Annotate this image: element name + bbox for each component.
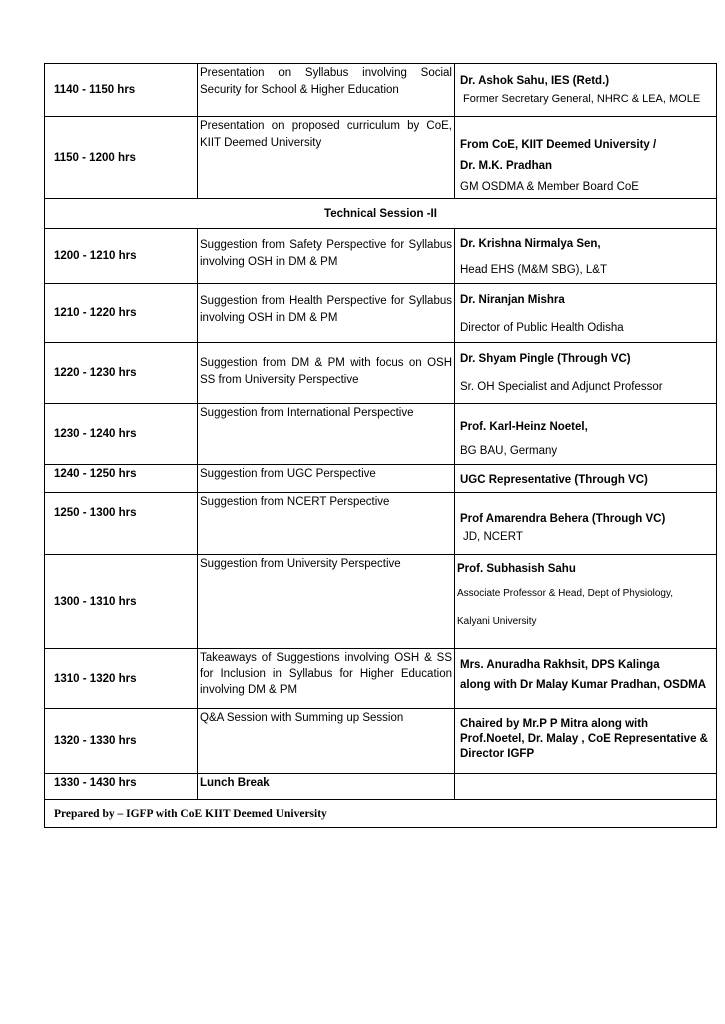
speaker-cell (455, 465, 717, 493)
footer-note: Prepared by – IGFP with CoE KIIT Deemed University (45, 800, 717, 828)
speaker-cell (455, 774, 717, 800)
topic-cell: Presentation on proposed curriculum by CoE, KIIT Deemed University (198, 117, 455, 199)
speaker-name: Prof. Subhasish Sahu (457, 563, 576, 575)
table-row (45, 64, 717, 117)
topic-cell: Suggestion from UGC Perspective (198, 465, 455, 493)
speaker-cell (455, 555, 717, 649)
time-cell: 1310 - 1320 hrs (45, 649, 198, 709)
time-cell: 1250 - 1300 hrs (45, 493, 198, 555)
time-cell: 1330 - 1430 hrs (45, 774, 198, 800)
time-cell: 1140 - 1150 hrs (45, 64, 198, 117)
speaker-name: Dr. Shyam Pingle (Through VC) (460, 353, 631, 365)
speaker-role: Associate Professor & Head, Dept of Physiology, (457, 588, 674, 599)
speaker-name: Chaired by Mr.P P Mitra along with Prof.Noetel, Dr. Malay , CoE Representative & Director IGFP (460, 718, 708, 760)
time-cell: 1320 - 1330 hrs (45, 709, 198, 774)
speaker-role: GM OSDMA & Member Board CoE (460, 181, 639, 193)
time-cell: 1150 - 1200 hrs (45, 117, 198, 199)
speaker-name: Dr. Ashok Sahu, IES (Retd.) (460, 75, 610, 87)
speaker-cell (455, 709, 717, 774)
speaker-cell (455, 229, 717, 284)
time-cell: 1220 - 1230 hrs (45, 343, 198, 404)
speaker-name: From CoE, KIIT Deemed University / (460, 139, 657, 151)
table-row (45, 117, 717, 199)
topic-cell: Suggestion from University Perspective (198, 555, 455, 649)
topic-cell: Q&A Session with Summing up Session (198, 709, 455, 774)
table-row (45, 774, 717, 800)
speaker-role: Sr. OH Specialist and Adjunct Professor (460, 381, 663, 393)
topic-cell: Takeaways of Suggestions involving OSH & SS for Inclusion in Syllabus for Higher Education involving DM & PM (198, 649, 455, 709)
time-cell: 1240 - 1250 hrs (45, 465, 198, 493)
speaker-role: Head EHS (M&M SBG), L&T (460, 264, 607, 276)
speaker-name: Prof Amarendra Behera (Through VC) (460, 513, 666, 525)
speaker-name: Dr. Niranjan Mishra (460, 294, 565, 306)
speaker-cell (455, 649, 717, 709)
speaker-cell (455, 404, 717, 465)
speaker-cell (455, 343, 717, 404)
speaker-role: Former Secretary General, NHRC & LEA, MOLE (463, 93, 701, 105)
topic-cell: Suggestion from NCERT Perspective (198, 493, 455, 555)
table-row (45, 555, 717, 649)
topic-cell: Presentation on Syllabus involving Social Security for School & Higher Education (198, 64, 455, 117)
speaker-name: along with Dr Malay Kumar Pradhan, OSDMA (460, 679, 707, 691)
speaker-cell (455, 64, 717, 117)
speaker-role: Kalyani University (457, 616, 537, 627)
table-row (45, 229, 717, 284)
speaker-cell (455, 284, 717, 343)
speaker-cell (455, 117, 717, 199)
table-row (45, 404, 717, 465)
topic-cell: Suggestion from Health Perspective for Syllabus involving OSH in DM & PM (198, 284, 455, 343)
section-row (45, 199, 717, 229)
table-row (45, 709, 717, 774)
speaker-role: BG BAU, Germany (460, 445, 558, 457)
section-title: Technical Session -II (45, 199, 717, 229)
time-cell: 1300 - 1310 hrs (45, 555, 198, 649)
speaker-name: Prof. Karl-Heinz Noetel, (460, 421, 588, 433)
topic-cell: Suggestion from DM & PM with focus on OSH SS from University Perspective (198, 343, 455, 404)
speaker-role: JD, NCERT (463, 531, 523, 543)
speaker-role: Director of Public Health Odisha (460, 322, 624, 334)
speaker-name: UGC Representative (Through VC) (460, 474, 648, 486)
time-cell: 1210 - 1220 hrs (45, 284, 198, 343)
speaker-cell (455, 493, 717, 555)
table-row (45, 465, 717, 493)
table-row (45, 284, 717, 343)
speaker-name: Dr. Krishna Nirmalya Sen, (460, 238, 601, 250)
time-cell: 1200 - 1210 hrs (45, 229, 198, 284)
topic-cell: Suggestion from International Perspective (198, 404, 455, 465)
speaker-name: Mrs. Anuradha Rakhsit, DPS Kalinga (460, 659, 660, 671)
table-row (45, 493, 717, 555)
topic-cell: Suggestion from Safety Perspective for Syllabus involving OSH in DM & PM (198, 229, 455, 284)
time-cell: 1230 - 1240 hrs (45, 404, 198, 465)
footer-row (45, 800, 717, 828)
table-row (45, 343, 717, 404)
speaker-name: Dr. M.K. Pradhan (460, 160, 553, 172)
topic-cell: Lunch Break (198, 774, 455, 800)
table-row (45, 649, 717, 709)
schedule-table (44, 63, 717, 828)
